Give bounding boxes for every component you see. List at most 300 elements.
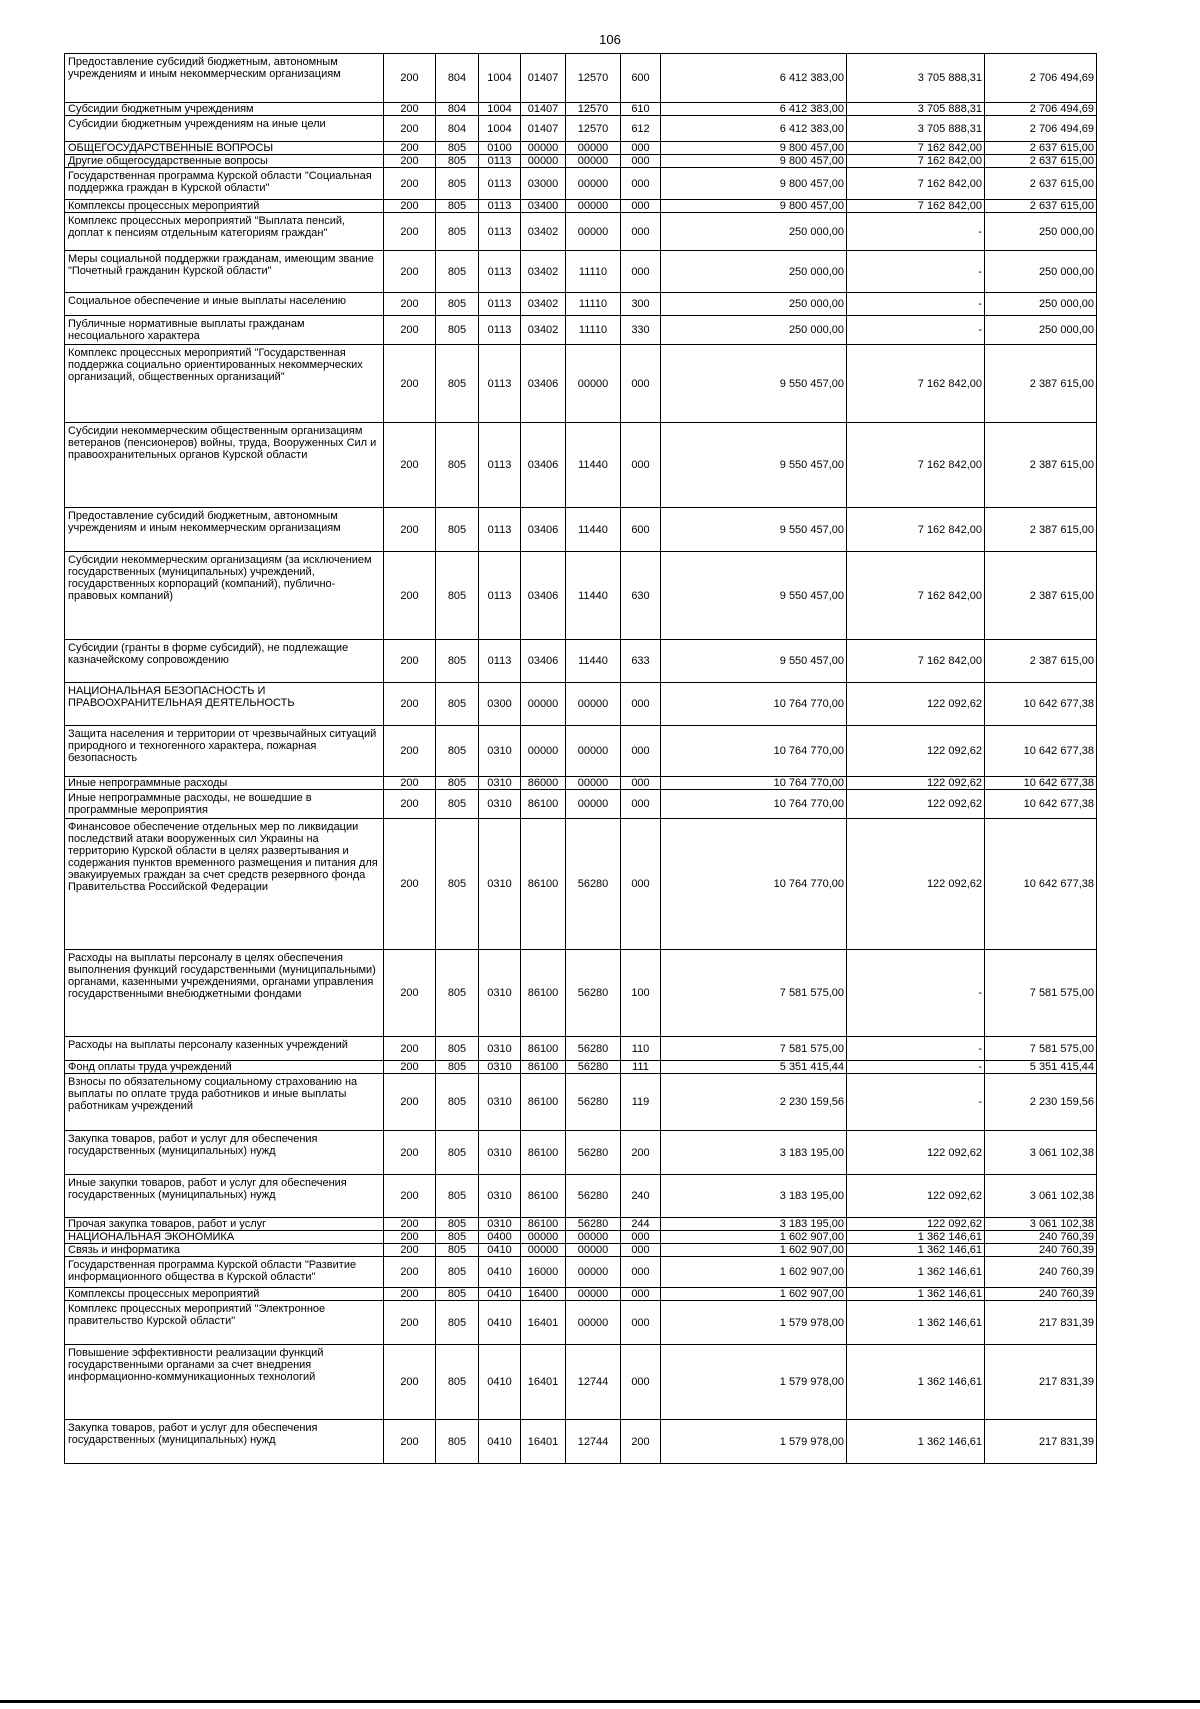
executed-amount: 7 162 842,00 — [847, 640, 985, 683]
planned-amount: 2 230 159,56 — [661, 1074, 847, 1131]
row-name: Финансовое обеспечение отдельных мер по ликвидации последствий атаки вооруженных сил Украины на территорию Курской области в целях развертывания и содержания пунктов временного размещения и питания для эвакуируемых граждан за счет средств резервного фонда Правительства Российской Федерации — [65, 819, 384, 950]
table-row — [65, 1131, 1097, 1175]
ministry-code: 200 — [384, 726, 436, 777]
table-row — [65, 1061, 1097, 1074]
expense-type-code: 244 — [621, 1218, 661, 1231]
executed-amount: - — [847, 251, 985, 293]
expense-type-code: 330 — [621, 316, 661, 345]
remaining-amount: 240 760,39 — [985, 1231, 1097, 1244]
row-name: Прочая закупка товаров, работ и услуг — [65, 1218, 384, 1231]
code-1: 804 — [436, 54, 479, 103]
executed-amount: 7 162 842,00 — [847, 168, 985, 200]
table-row — [65, 345, 1097, 423]
expense-type-code: 000 — [621, 1301, 661, 1345]
code-1: 805 — [436, 1131, 479, 1175]
expense-type-code: 100 — [621, 950, 661, 1037]
direction-code: 12570 — [566, 103, 621, 116]
table-row — [65, 213, 1097, 251]
ministry-code: 200 — [384, 950, 436, 1037]
remaining-amount: 2 637 615,00 — [985, 200, 1097, 213]
row-name: Комплекс процессных мероприятий "Электронное правительство Курской области" — [65, 1301, 384, 1345]
ministry-code: 200 — [384, 251, 436, 293]
remaining-amount: 250 000,00 — [985, 293, 1097, 316]
direction-code: 12570 — [566, 54, 621, 103]
program-code: 00000 — [521, 1244, 566, 1257]
executed-amount: 1 362 146,61 — [847, 1301, 985, 1345]
section-code: 0310 — [479, 950, 521, 1037]
program-code: 03402 — [521, 316, 566, 345]
ministry-code: 200 — [384, 1061, 436, 1074]
direction-code: 11440 — [566, 423, 621, 508]
code-1: 805 — [436, 777, 479, 790]
planned-amount: 6 412 383,00 — [661, 54, 847, 103]
direction-code: 56280 — [566, 1074, 621, 1131]
table-row — [65, 142, 1097, 155]
ministry-code: 200 — [384, 168, 436, 200]
program-code: 86100 — [521, 1218, 566, 1231]
ministry-code: 200 — [384, 54, 436, 103]
planned-amount: 7 581 575,00 — [661, 1037, 847, 1061]
planned-amount: 1 579 978,00 — [661, 1301, 847, 1345]
code-1: 805 — [436, 142, 479, 155]
remaining-amount: 2 387 615,00 — [985, 508, 1097, 552]
expense-type-code: 000 — [621, 1345, 661, 1420]
row-name: Предоставление субсидий бюджетным, автономным учреждениям и иным некоммерческим организациям — [65, 508, 384, 552]
table-row — [65, 1420, 1097, 1464]
expense-type-code: 000 — [621, 213, 661, 251]
table-row — [65, 726, 1097, 777]
section-code: 0310 — [479, 790, 521, 819]
remaining-amount: 2 637 615,00 — [985, 168, 1097, 200]
section-code: 0310 — [479, 1037, 521, 1061]
remaining-amount: 240 760,39 — [985, 1257, 1097, 1288]
table-row — [65, 1037, 1097, 1061]
section-code: 0400 — [479, 1231, 521, 1244]
code-1: 805 — [436, 155, 479, 168]
planned-amount: 9 800 457,00 — [661, 200, 847, 213]
ministry-code: 200 — [384, 1288, 436, 1301]
remaining-amount: 2 637 615,00 — [985, 155, 1097, 168]
direction-code: 56280 — [566, 1218, 621, 1231]
program-code: 86100 — [521, 1074, 566, 1131]
code-1: 805 — [436, 1420, 479, 1464]
executed-amount: 122 092,62 — [847, 777, 985, 790]
planned-amount: 6 412 383,00 — [661, 116, 847, 142]
section-code: 0410 — [479, 1420, 521, 1464]
ministry-code: 200 — [384, 142, 436, 155]
remaining-amount: 3 061 102,38 — [985, 1175, 1097, 1218]
remaining-amount: 2 387 615,00 — [985, 423, 1097, 508]
code-1: 805 — [436, 316, 479, 345]
program-code: 16401 — [521, 1345, 566, 1420]
row-name: Закупка товаров, работ и услуг для обеспечения государственных (муниципальных) нужд — [65, 1420, 384, 1464]
ministry-code: 200 — [384, 1420, 436, 1464]
code-1: 805 — [436, 1074, 479, 1131]
ministry-code: 200 — [384, 790, 436, 819]
remaining-amount: 2 387 615,00 — [985, 640, 1097, 683]
table-row — [65, 1231, 1097, 1244]
direction-code: 56280 — [566, 1131, 621, 1175]
section-code: 0113 — [479, 200, 521, 213]
row-name: Расходы на выплаты персоналу в целях обеспечения выполнения функций государственными (муниципальными) органами, казенными учреждениями, органами управления государственными внебюджетными фондами — [65, 950, 384, 1037]
ministry-code: 200 — [384, 1037, 436, 1061]
program-code: 16000 — [521, 1257, 566, 1288]
executed-amount: - — [847, 213, 985, 251]
row-name: Государственная программа Курской области "Социальная поддержка граждан в Курской области" — [65, 168, 384, 200]
executed-amount: 3 705 888,31 — [847, 103, 985, 116]
expense-type-code: 610 — [621, 103, 661, 116]
section-code: 1004 — [479, 116, 521, 142]
remaining-amount: 250 000,00 — [985, 316, 1097, 345]
section-code: 0310 — [479, 1074, 521, 1131]
remaining-amount: 2 387 615,00 — [985, 345, 1097, 423]
row-name: Комплекс процессных мероприятий "Выплата пенсий, доплат к пенсиям отдельным категориям граждан" — [65, 213, 384, 251]
planned-amount: 9 800 457,00 — [661, 155, 847, 168]
executed-amount: 1 362 146,61 — [847, 1257, 985, 1288]
budget-table — [64, 53, 1097, 1464]
direction-code: 00000 — [566, 155, 621, 168]
table-row — [65, 200, 1097, 213]
row-name: НАЦИОНАЛЬНАЯ ЭКОНОМИКА — [65, 1231, 384, 1244]
executed-amount: - — [847, 1061, 985, 1074]
expense-type-code: 000 — [621, 200, 661, 213]
direction-code: 11440 — [566, 508, 621, 552]
row-name: Государственная программа Курской области "Развитие информационного общества в Курской области" — [65, 1257, 384, 1288]
table-row — [65, 1301, 1097, 1345]
direction-code: 11110 — [566, 293, 621, 316]
expense-type-code: 000 — [621, 251, 661, 293]
direction-code: 00000 — [566, 1288, 621, 1301]
row-name: Комплексы процессных мероприятий — [65, 200, 384, 213]
ministry-code: 200 — [384, 1231, 436, 1244]
code-1: 805 — [436, 168, 479, 200]
section-code: 0113 — [479, 552, 521, 640]
direction-code: 56280 — [566, 1175, 621, 1218]
row-name: Иные непрограммные расходы, не вошедшие в программные мероприятия — [65, 790, 384, 819]
section-code: 1004 — [479, 54, 521, 103]
code-1: 805 — [436, 1345, 479, 1420]
row-name: Субсидии бюджетным учреждениям на иные цели — [65, 116, 384, 142]
planned-amount: 3 183 195,00 — [661, 1131, 847, 1175]
remaining-amount: 250 000,00 — [985, 251, 1097, 293]
row-name: Фонд оплаты труда учреждений — [65, 1061, 384, 1074]
table-row — [65, 950, 1097, 1037]
page-bottom-border — [0, 1700, 1200, 1703]
executed-amount: 122 092,62 — [847, 1175, 985, 1218]
expense-type-code: 000 — [621, 777, 661, 790]
table-row — [65, 116, 1097, 142]
remaining-amount: 7 581 575,00 — [985, 950, 1097, 1037]
program-code: 86100 — [521, 950, 566, 1037]
code-1: 805 — [436, 1244, 479, 1257]
ministry-code: 200 — [384, 316, 436, 345]
ministry-code: 200 — [384, 213, 436, 251]
section-code: 0310 — [479, 777, 521, 790]
row-name: Субсидии некоммерческим организациям (за исключением государственных (муниципальных) учреждений, государственных корпораций (компаний), публично-правовых компаний) — [65, 552, 384, 640]
code-1: 805 — [436, 1037, 479, 1061]
ministry-code: 200 — [384, 345, 436, 423]
executed-amount: 7 162 842,00 — [847, 155, 985, 168]
program-code: 00000 — [521, 142, 566, 155]
section-code: 0113 — [479, 168, 521, 200]
row-name: Публичные нормативные выплаты гражданам несоциального характера — [65, 316, 384, 345]
expense-type-code: 000 — [621, 1231, 661, 1244]
ministry-code: 200 — [384, 423, 436, 508]
planned-amount: 6 412 383,00 — [661, 103, 847, 116]
ministry-code: 200 — [384, 155, 436, 168]
code-1: 805 — [436, 293, 479, 316]
table-row — [65, 1218, 1097, 1231]
program-code: 16401 — [521, 1420, 566, 1464]
planned-amount: 250 000,00 — [661, 213, 847, 251]
direction-code: 56280 — [566, 819, 621, 950]
row-name: Закупка товаров, работ и услуг для обеспечения государственных (муниципальных) нужд — [65, 1131, 384, 1175]
planned-amount: 3 183 195,00 — [661, 1218, 847, 1231]
code-1: 805 — [436, 508, 479, 552]
direction-code: 11110 — [566, 316, 621, 345]
planned-amount: 10 764 770,00 — [661, 790, 847, 819]
code-1: 805 — [436, 640, 479, 683]
executed-amount: 1 362 146,61 — [847, 1288, 985, 1301]
program-code: 00000 — [521, 1231, 566, 1244]
executed-amount: 122 092,62 — [847, 726, 985, 777]
planned-amount: 9 550 457,00 — [661, 552, 847, 640]
section-code: 0113 — [479, 213, 521, 251]
direction-code: 00000 — [566, 790, 621, 819]
executed-amount: 1 362 146,61 — [847, 1420, 985, 1464]
program-code: 03406 — [521, 552, 566, 640]
table-row — [65, 293, 1097, 316]
expense-type-code: 000 — [621, 345, 661, 423]
remaining-amount: 217 831,39 — [985, 1301, 1097, 1345]
program-code: 03406 — [521, 423, 566, 508]
code-1: 805 — [436, 819, 479, 950]
expense-type-code: 240 — [621, 1175, 661, 1218]
planned-amount: 3 183 195,00 — [661, 1175, 847, 1218]
section-code: 0410 — [479, 1244, 521, 1257]
section-code: 0113 — [479, 345, 521, 423]
section-code: 0410 — [479, 1257, 521, 1288]
ministry-code: 200 — [384, 1074, 436, 1131]
section-code: 0113 — [479, 640, 521, 683]
row-name: НАЦИОНАЛЬНАЯ БЕЗОПАСНОСТЬ И ПРАВООХРАНИТЕЛЬНАЯ ДЕЯТЕЛЬНОСТЬ — [65, 683, 384, 726]
ministry-code: 200 — [384, 293, 436, 316]
table-row — [65, 683, 1097, 726]
remaining-amount: 2 706 494,69 — [985, 116, 1097, 142]
section-code: 0310 — [479, 819, 521, 950]
code-1: 805 — [436, 790, 479, 819]
section-code: 0310 — [479, 1218, 521, 1231]
row-name: Иные непрограммные расходы — [65, 777, 384, 790]
planned-amount: 1 579 978,00 — [661, 1345, 847, 1420]
executed-amount: 7 162 842,00 — [847, 508, 985, 552]
direction-code: 56280 — [566, 1037, 621, 1061]
program-code: 86100 — [521, 1037, 566, 1061]
ministry-code: 200 — [384, 1244, 436, 1257]
program-code: 03406 — [521, 640, 566, 683]
program-code: 01407 — [521, 116, 566, 142]
expense-type-code: 000 — [621, 155, 661, 168]
planned-amount: 1 602 907,00 — [661, 1244, 847, 1257]
remaining-amount: 3 061 102,38 — [985, 1131, 1097, 1175]
row-name: Субсидии (гранты в форме субсидий), не подлежащие казначейскому сопровождению — [65, 640, 384, 683]
row-name: Социальное обеспечение и иные выплаты населению — [65, 293, 384, 316]
program-code: 03406 — [521, 508, 566, 552]
table-row — [65, 251, 1097, 293]
program-code: 00000 — [521, 155, 566, 168]
remaining-amount: 10 642 677,38 — [985, 819, 1097, 950]
remaining-amount: 2 230 159,56 — [985, 1074, 1097, 1131]
code-1: 805 — [436, 200, 479, 213]
ministry-code: 200 — [384, 819, 436, 950]
executed-amount: - — [847, 316, 985, 345]
code-1: 805 — [436, 1218, 479, 1231]
direction-code: 00000 — [566, 777, 621, 790]
expense-type-code: 000 — [621, 1244, 661, 1257]
planned-amount: 7 581 575,00 — [661, 950, 847, 1037]
table-row — [65, 54, 1097, 103]
expense-type-code: 000 — [621, 142, 661, 155]
program-code: 03400 — [521, 200, 566, 213]
section-code: 0113 — [479, 251, 521, 293]
section-code: 0100 — [479, 142, 521, 155]
table-row — [65, 1175, 1097, 1218]
row-name: Комплексы процессных мероприятий — [65, 1288, 384, 1301]
executed-amount: 7 162 842,00 — [847, 423, 985, 508]
planned-amount: 9 550 457,00 — [661, 345, 847, 423]
planned-amount: 1 602 907,00 — [661, 1257, 847, 1288]
executed-amount: 7 162 842,00 — [847, 200, 985, 213]
program-code: 86100 — [521, 1061, 566, 1074]
executed-amount: - — [847, 950, 985, 1037]
direction-code: 00000 — [566, 726, 621, 777]
expense-type-code: 630 — [621, 552, 661, 640]
direction-code: 11440 — [566, 552, 621, 640]
section-code: 0310 — [479, 1131, 521, 1175]
section-code: 0113 — [479, 508, 521, 552]
section-code: 0113 — [479, 423, 521, 508]
expense-type-code: 000 — [621, 423, 661, 508]
executed-amount: 122 092,62 — [847, 1131, 985, 1175]
expense-type-code: 111 — [621, 1061, 661, 1074]
direction-code: 11110 — [566, 251, 621, 293]
remaining-amount: 2 706 494,69 — [985, 103, 1097, 116]
direction-code: 12744 — [566, 1420, 621, 1464]
row-name: Меры социальной поддержки гражданам, имеющим звание "Почетный гражданин Курской области" — [65, 251, 384, 293]
table-row — [65, 819, 1097, 950]
remaining-amount: 10 642 677,38 — [985, 726, 1097, 777]
expense-type-code: 300 — [621, 293, 661, 316]
ministry-code: 200 — [384, 508, 436, 552]
direction-code: 12744 — [566, 1345, 621, 1420]
program-code: 03406 — [521, 345, 566, 423]
ministry-code: 200 — [384, 1218, 436, 1231]
row-name: Субсидии некоммерческим общественным организациям ветеранов (пенсионеров) войны, труда, Вооруженных Сил и правоохранительных органов Курской области — [65, 423, 384, 508]
program-code: 16401 — [521, 1301, 566, 1345]
table-row — [65, 1074, 1097, 1131]
direction-code: 00000 — [566, 1244, 621, 1257]
planned-amount: 10 764 770,00 — [661, 777, 847, 790]
remaining-amount: 217 831,39 — [985, 1345, 1097, 1420]
direction-code: 00000 — [566, 1301, 621, 1345]
code-1: 805 — [436, 552, 479, 640]
row-name: Иные закупки товаров, работ и услуг для обеспечения государственных (муниципальных) нужд — [65, 1175, 384, 1218]
ministry-code: 200 — [384, 683, 436, 726]
executed-amount: 3 705 888,31 — [847, 116, 985, 142]
section-code: 0410 — [479, 1301, 521, 1345]
expense-type-code: 633 — [621, 640, 661, 683]
ministry-code: 200 — [384, 1301, 436, 1345]
code-1: 805 — [436, 726, 479, 777]
remaining-amount: 240 760,39 — [985, 1288, 1097, 1301]
executed-amount: 122 092,62 — [847, 1218, 985, 1231]
table-row — [65, 1244, 1097, 1257]
program-code: 00000 — [521, 726, 566, 777]
code-1: 805 — [436, 345, 479, 423]
remaining-amount: 5 351 415,44 — [985, 1061, 1097, 1074]
row-name: Расходы на выплаты персоналу казенных учреждений — [65, 1037, 384, 1061]
ministry-code: 200 — [384, 1345, 436, 1420]
ministry-code: 200 — [384, 552, 436, 640]
program-code: 86100 — [521, 1175, 566, 1218]
planned-amount: 1 602 907,00 — [661, 1288, 847, 1301]
ministry-code: 200 — [384, 777, 436, 790]
remaining-amount: 240 760,39 — [985, 1244, 1097, 1257]
program-code: 16400 — [521, 1288, 566, 1301]
program-code: 03000 — [521, 168, 566, 200]
direction-code: 00000 — [566, 168, 621, 200]
program-code: 03402 — [521, 293, 566, 316]
row-name: ОБЩЕГОСУДАРСТВЕННЫЕ ВОПРОСЫ — [65, 142, 384, 155]
planned-amount: 9 800 457,00 — [661, 168, 847, 200]
row-name: Комплекс процессных мероприятий "Государственная поддержка социально ориентированных некоммерческих организаций, общественных организаций" — [65, 345, 384, 423]
remaining-amount: 250 000,00 — [985, 213, 1097, 251]
expense-type-code: 000 — [621, 726, 661, 777]
table-row — [65, 1345, 1097, 1420]
section-code: 0410 — [479, 1288, 521, 1301]
planned-amount: 9 800 457,00 — [661, 142, 847, 155]
planned-amount: 250 000,00 — [661, 316, 847, 345]
table-row — [65, 103, 1097, 116]
direction-code: 00000 — [566, 200, 621, 213]
direction-code: 00000 — [566, 345, 621, 423]
executed-amount: 1 362 146,61 — [847, 1231, 985, 1244]
row-name: Субсидии бюджетным учреждениям — [65, 103, 384, 116]
executed-amount: 7 162 842,00 — [847, 345, 985, 423]
planned-amount: 9 550 457,00 — [661, 640, 847, 683]
direction-code: 00000 — [566, 213, 621, 251]
remaining-amount: 2 706 494,69 — [985, 54, 1097, 103]
executed-amount: - — [847, 1037, 985, 1061]
expense-type-code: 000 — [621, 819, 661, 950]
executed-amount: 3 705 888,31 — [847, 54, 985, 103]
table-row — [65, 552, 1097, 640]
ministry-code: 200 — [384, 1131, 436, 1175]
remaining-amount: 10 642 677,38 — [985, 683, 1097, 726]
table-row — [65, 316, 1097, 345]
expense-type-code: 000 — [621, 790, 661, 819]
remaining-amount: 10 642 677,38 — [985, 777, 1097, 790]
section-code: 0310 — [479, 1175, 521, 1218]
expense-type-code: 000 — [621, 1288, 661, 1301]
code-1: 805 — [436, 423, 479, 508]
code-1: 805 — [436, 1231, 479, 1244]
section-code: 0310 — [479, 726, 521, 777]
executed-amount: 7 162 842,00 — [847, 552, 985, 640]
ministry-code: 200 — [384, 200, 436, 213]
remaining-amount: 2 387 615,00 — [985, 552, 1097, 640]
program-code: 03402 — [521, 213, 566, 251]
